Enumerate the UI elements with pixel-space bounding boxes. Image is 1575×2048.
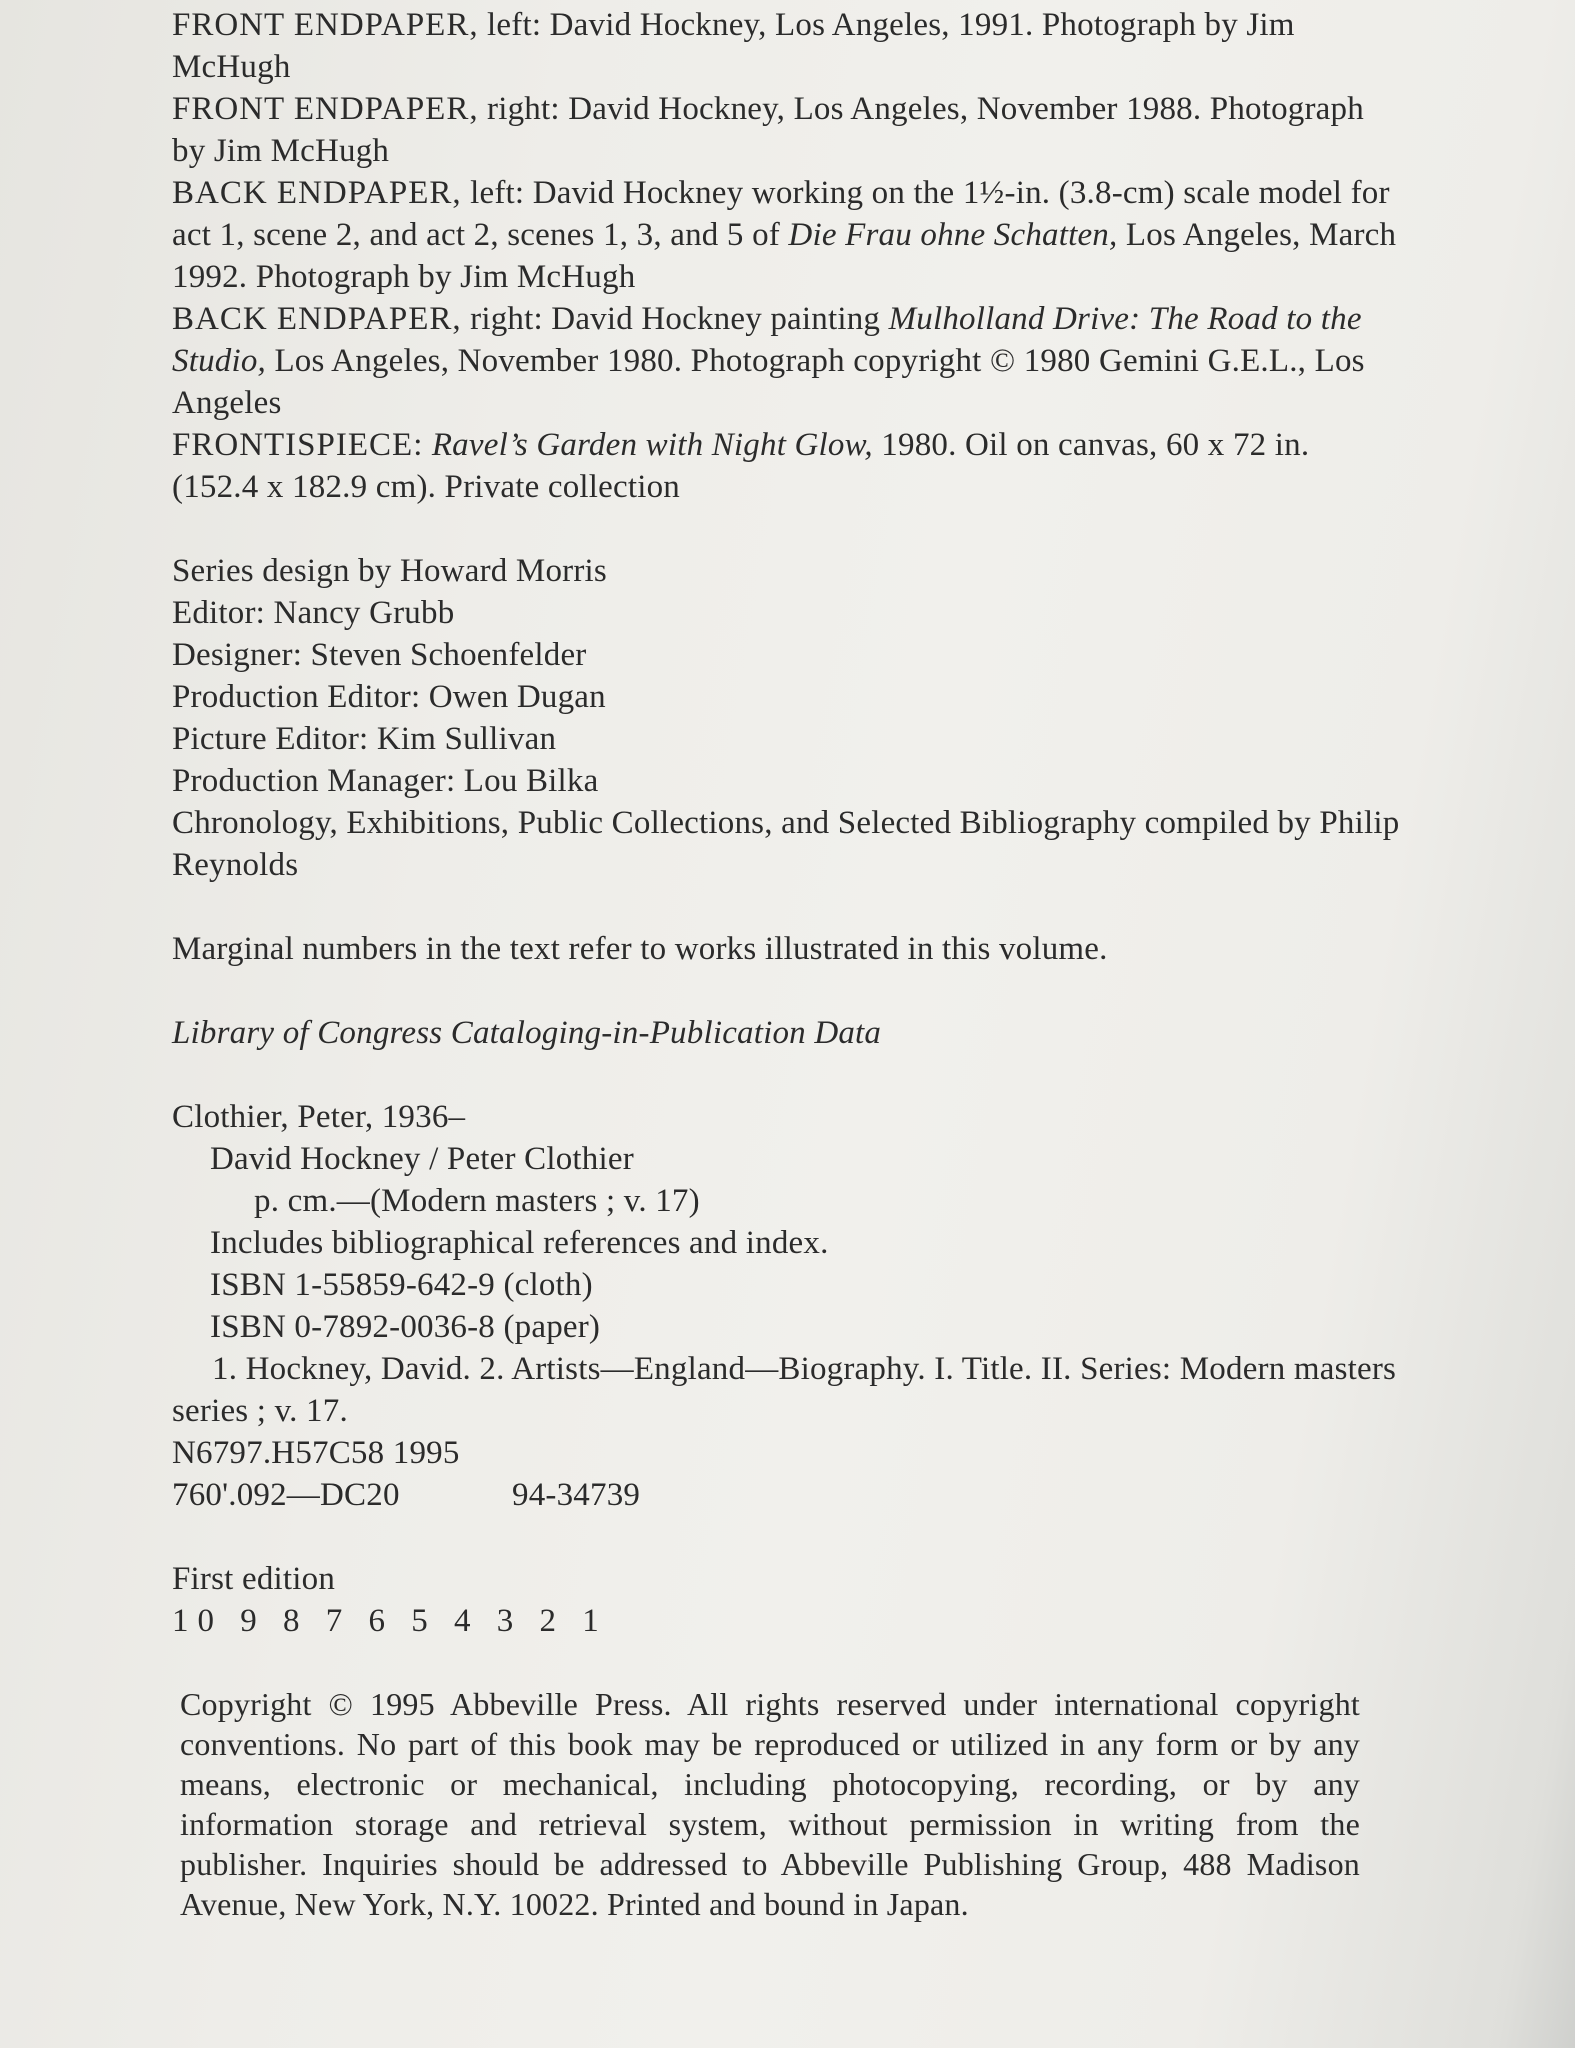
credit-text: right: David Hockney, Los Angeles, November 1988. Photograph by Jim McHugh — [172, 91, 1364, 169]
credit-text: left: David Hockney working on the 1½-in. (3.8-cm) scale model for act 1, scene 2, and act 2, scenes 1, 3, and 5 of — [172, 175, 1390, 253]
cip-record — [172, 1096, 1402, 1516]
cip-heading: Library of Congress Cataloging-in-Publication Data — [172, 1015, 882, 1051]
cip-author: Clothier, Peter, 1936– — [172, 1099, 466, 1135]
credit-front-endpaper-right — [172, 88, 1402, 172]
copyright-notice: Copyright © 1995 Abbeville Press. All rights reserved under international copyright conventions. No part of this book may be reproduced or utilized in any form or by any means, electronic or mechanical, including photocopying, recording, or by any information storage and retrieval system, without permission in writing from the publisher. Inquiries should be addressed to Abbeville Publishing Group, 488 Madison Avenue, New York, N.Y. 10022. Printed and bound in Japan. — [180, 1686, 1360, 1922]
credit-text — [423, 427, 431, 463]
staff-credits — [172, 550, 1402, 886]
credit-label: FRONT ENDPAPER, — [172, 7, 479, 43]
spacer — [172, 886, 1402, 928]
cip-classification-row — [172, 1474, 1402, 1516]
spacer — [172, 508, 1402, 550]
cip-subjects: 1. Hockney, David. 2. Artists—England—Biography. I. Title. II. Series: Modern masters series ; v. 17. — [172, 1351, 1397, 1429]
spacer — [172, 1054, 1402, 1096]
edition-label: First edition — [172, 1561, 336, 1597]
cip-lc-call-number: N6797.H57C58 1995 — [172, 1435, 460, 1471]
cip-notes: Includes bibliographical references and index. — [210, 1225, 829, 1261]
edition-block — [172, 1558, 1402, 1642]
cip-dewey: 760'.092—DC20 — [172, 1477, 400, 1513]
cip-lccn: 94-34739 — [512, 1477, 641, 1513]
staff-line: Designer: Steven Schoenfelder — [172, 637, 587, 673]
staff-line: Production Editor: Owen Dugan — [172, 679, 606, 715]
printing-line: 10 9 8 7 6 5 4 3 2 1 — [172, 1603, 608, 1639]
credit-label: BACK ENDPAPER, — [172, 175, 462, 211]
credit-work-title: Ravel’s Garden with Night Glow, — [431, 427, 873, 463]
credit-label: FRONTISPIECE: — [172, 427, 424, 463]
staff-line: Series design by Howard Morris — [172, 553, 607, 589]
cip-title: David Hockney / Peter Clothier — [210, 1141, 634, 1177]
staff-line: Production Manager: Lou Bilka — [172, 763, 599, 799]
cip-isbn-cloth: ISBN 1-55859-642-9 (cloth) — [210, 1267, 593, 1303]
spacer — [172, 970, 1402, 1012]
credit-text: right: David Hockney painting — [461, 301, 889, 337]
staff-line: Picture Editor: Kim Sullivan — [172, 721, 557, 757]
cip-physical: p. cm.—(Modern masters ; v. 17) — [254, 1183, 700, 1219]
credit-frontispiece — [172, 424, 1402, 508]
credit-text: left: David Hockney, Los Angeles, 1991. Photograph by Jim McHugh — [172, 7, 1295, 85]
credit-work-title: Die Frau ohne Schatten, — [788, 217, 1118, 253]
credit-text: 1980. Oil on canvas, 60 x 72 in. (152.4 x 182.9 cm). Private collection — [172, 427, 1310, 505]
spacer — [172, 1516, 1402, 1558]
colophon-text — [172, 0, 1402, 1956]
credit-back-endpaper-right — [172, 298, 1402, 424]
marginal-note: Marginal numbers in the text refer to works illustrated in this volume. — [172, 931, 1108, 967]
credit-label: BACK ENDPAPER, — [172, 301, 462, 337]
credit-text: Los Angeles, November 1980. Photograph copyright © 1980 Gemini G.E.L., Los Angeles — [172, 343, 1365, 421]
cip-isbn-paper: ISBN 0-7892-0036-8 (paper) — [210, 1309, 601, 1345]
credit-label: FRONT ENDPAPER, — [172, 91, 479, 127]
staff-line: Chronology, Exhibitions, Public Collections, and Selected Bibliography compiled by Philip Reynolds — [172, 805, 1400, 883]
credit-front-endpaper-left — [172, 4, 1402, 88]
photo-credits — [172, 0, 1402, 508]
spacer — [172, 1642, 1402, 1684]
staff-line: Editor: Nancy Grubb — [172, 595, 455, 631]
credit-text: Los Angeles, March 1992. Photograph by Jim McHugh — [172, 217, 1397, 295]
credit-work-title: Mulholland Drive: The Road to the Studio, — [172, 301, 1362, 379]
credit-back-endpaper-left — [172, 172, 1402, 298]
